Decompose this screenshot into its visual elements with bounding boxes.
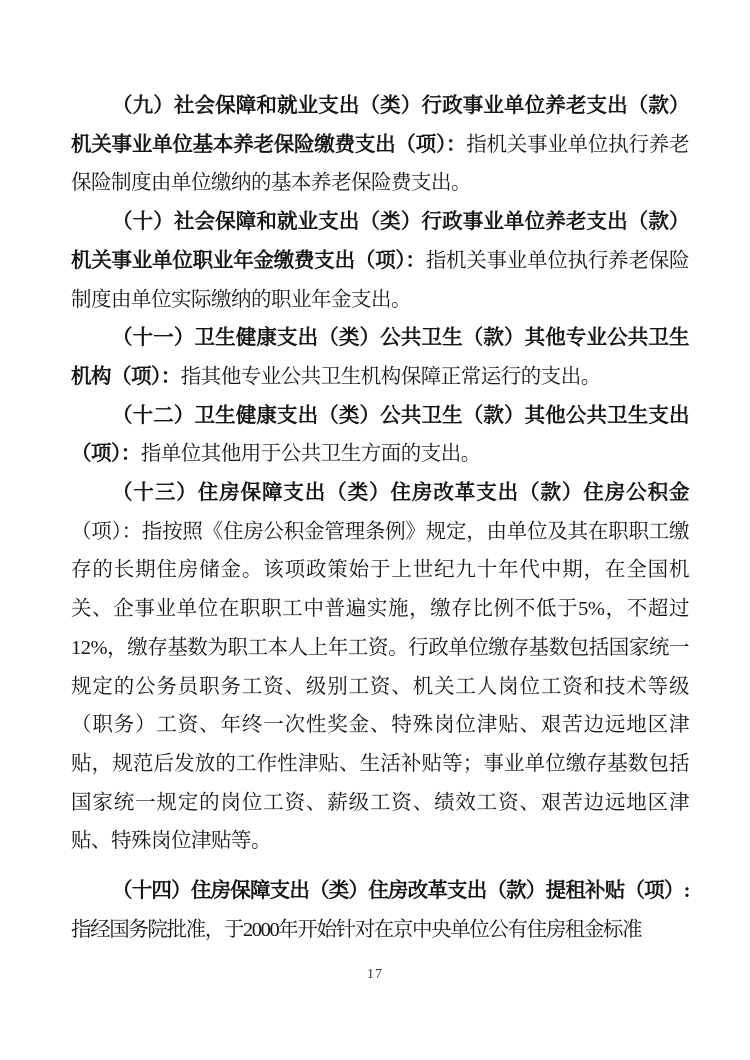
paragraph-body: 指机关事业单位执行养老保险制度由单位缴纳的基本养老保险费支出。: [71, 133, 689, 195]
document-content: [71, 87, 689, 949]
paragraph-item-13: [71, 474, 689, 861]
paragraph-item-10: [71, 203, 689, 319]
paragraph-item-11: [71, 319, 689, 396]
paragraph-heading: （十一）卫生健康支出（类）公共卫生（款）其他专业公共卫生机构（项）：: [71, 327, 689, 388]
paragraph-body: （项）：指按照《住房公积金管理条例》规定，由单位及其在职职工缴存的长期住房储金。该项政策始于上世纪九十年代中期，在全国机关、企事业单位在职职工中普遍实施，缴存比例不低于5%，不超过12%，缴存基数为职工本人上年工资。行政单位缴存基数包括国家统一规定的公务员职务工资、级别工资、机关工人岗位工资和技术等级（职务）工资、年终一次性奖金、特殊岗位津贴、艰苦边远地区津贴，规范后发放的工作性津贴、生活补贴等；事业单位缴存基数包括国家统一规定的岗位工资、薪级工资、绩效工资、艰苦边远地区津贴、特殊岗位津贴等。: [71, 520, 689, 853]
paragraph-heading: （十四）住房保障支出（类）住房改革支出（款）提租补贴（项）:: [112, 880, 689, 903]
paragraph-body: 指单位其他用于公共卫生方面的支出。: [140, 443, 481, 466]
paragraph-body: 指经国务院批准，于2000年开始针对在京中央单位公有住房租金标准: [71, 918, 642, 941]
paragraph-item-9: [71, 87, 689, 203]
paragraph-body: 指机关事业单位执行养老保险制度由单位实际缴纳的职业年金支出。: [71, 249, 690, 311]
paragraph-item-14: [71, 872, 689, 949]
paragraph-item-12: [71, 397, 689, 474]
paragraph-heading: （十三）住房保障支出（类）住房改革支出（款）住房公积金: [112, 482, 689, 505]
paragraph-heading: （十二）卫生健康支出（类）公共卫生（款）其他公共卫生支出（项）：: [71, 404, 689, 466]
paragraph-heading: （十）社会保障和就业支出（类）行政事业单位养老支出（款）机关事业单位职业年金缴费支出（项）：: [71, 211, 689, 272]
paragraph-heading: （九）社会保障和就业支出（类）行政事业单位养老支出（款）机关事业单位基本养老保险缴费支出（项）：: [71, 95, 689, 156]
paragraph-body: 指其他专业公共卫生机构保障正常运行的支出。: [180, 365, 601, 388]
page-number: 17: [367, 967, 383, 982]
